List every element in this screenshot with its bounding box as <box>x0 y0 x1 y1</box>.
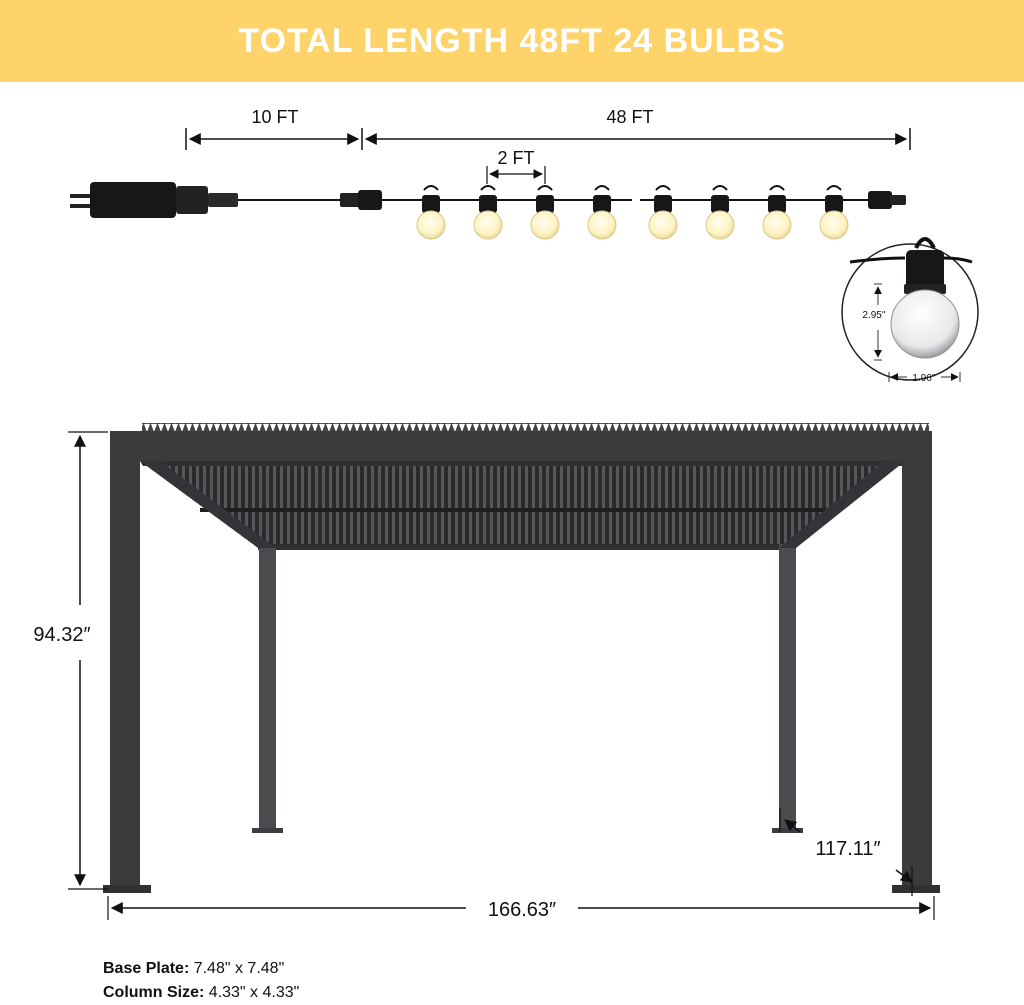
bulb-icon <box>531 186 559 239</box>
spec-label: Column Size: <box>103 984 205 1001</box>
front-left-post <box>110 431 140 889</box>
bulb-icon <box>820 186 848 239</box>
banner-title: TOTAL LENGTH 48FT 24 BULBS <box>238 21 786 60</box>
spec-label: Base Plate: <box>103 960 190 977</box>
bulb-icon <box>706 186 734 239</box>
roof-louver-edge <box>142 423 929 431</box>
spec-value: 4.33" x 4.33" <box>204 984 300 1001</box>
spec-value: 7.48" x 7.48" <box>189 960 285 977</box>
bulb-spacing-dimension <box>487 148 545 184</box>
bulb-icon <box>649 186 677 239</box>
bulb-icon <box>763 186 791 239</box>
string-length-dimension <box>366 107 910 150</box>
bulb-icon <box>588 186 616 239</box>
front-right-post <box>902 431 932 889</box>
height-label: 94.32″ <box>33 624 91 646</box>
power-adapter-icon <box>70 182 238 218</box>
specs-list <box>103 957 299 1005</box>
width-label: 166.63″ <box>487 899 557 921</box>
roof-front-beam <box>110 431 932 461</box>
spec-base-plate <box>103 957 299 981</box>
bulb-width-label: 1.96'' <box>912 373 936 384</box>
bulb-height-label: 2.95'' <box>862 310 886 321</box>
end-connector-icon <box>868 191 906 209</box>
lead-length-dimension <box>186 107 362 150</box>
pergola-illustration <box>103 423 940 893</box>
bulb-icon <box>417 186 445 239</box>
cable-connector-icon <box>340 190 382 210</box>
bulb-globe-icon <box>891 290 959 358</box>
lead-length-label: 10 FT <box>251 107 299 127</box>
width-dimension <box>108 896 934 921</box>
back-right-post <box>779 544 796 830</box>
bulb-spacing-label: 2 FT <box>497 148 535 168</box>
string-length-label: 48 FT <box>606 107 654 127</box>
spec-column-size <box>103 981 299 1005</box>
bulb-icon <box>474 186 502 239</box>
depth-label: 117.11″ <box>815 838 881 860</box>
height-dimension <box>33 432 108 889</box>
bulb-detail-inset <box>842 239 978 384</box>
back-left-post <box>259 548 276 830</box>
depth-dimension <box>780 808 912 896</box>
